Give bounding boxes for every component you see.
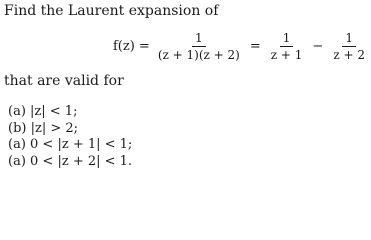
- validity-text: that are valid for: [4, 73, 124, 89]
- problem-prompt: Find the Laurent expansion of: [4, 3, 219, 19]
- fraction-partial-1-numerator: 1: [280, 32, 294, 47]
- fraction-full-denominator: (z + 1)(z + 2): [157, 47, 240, 62]
- fraction-full: [155, 32, 243, 61]
- condition-item: (b) |z| > 2;: [8, 120, 79, 136]
- condition-item: (a) |z| < 1;: [8, 104, 78, 119]
- fraction-partial-1: [268, 32, 306, 61]
- formula-lhs: f(z) =: [113, 38, 150, 54]
- condition-item: (a) 0 < |z + 2| < 1.: [8, 153, 133, 169]
- minus-sign: −: [312, 38, 324, 54]
- condition-item: (a) 0 < |z + 1| < 1;: [8, 137, 133, 152]
- fraction-partial-2-denominator: z + 2: [333, 47, 365, 62]
- fraction-partial-1-denominator: z + 1: [270, 47, 303, 62]
- fraction-full-numerator: 1: [192, 32, 206, 47]
- fraction-partial-2: [330, 32, 368, 61]
- equals-sign: =: [249, 38, 261, 54]
- laurent-formula: [113, 26, 371, 66]
- condition-list: [8, 104, 132, 170]
- fraction-partial-2-numerator: 1: [342, 32, 356, 47]
